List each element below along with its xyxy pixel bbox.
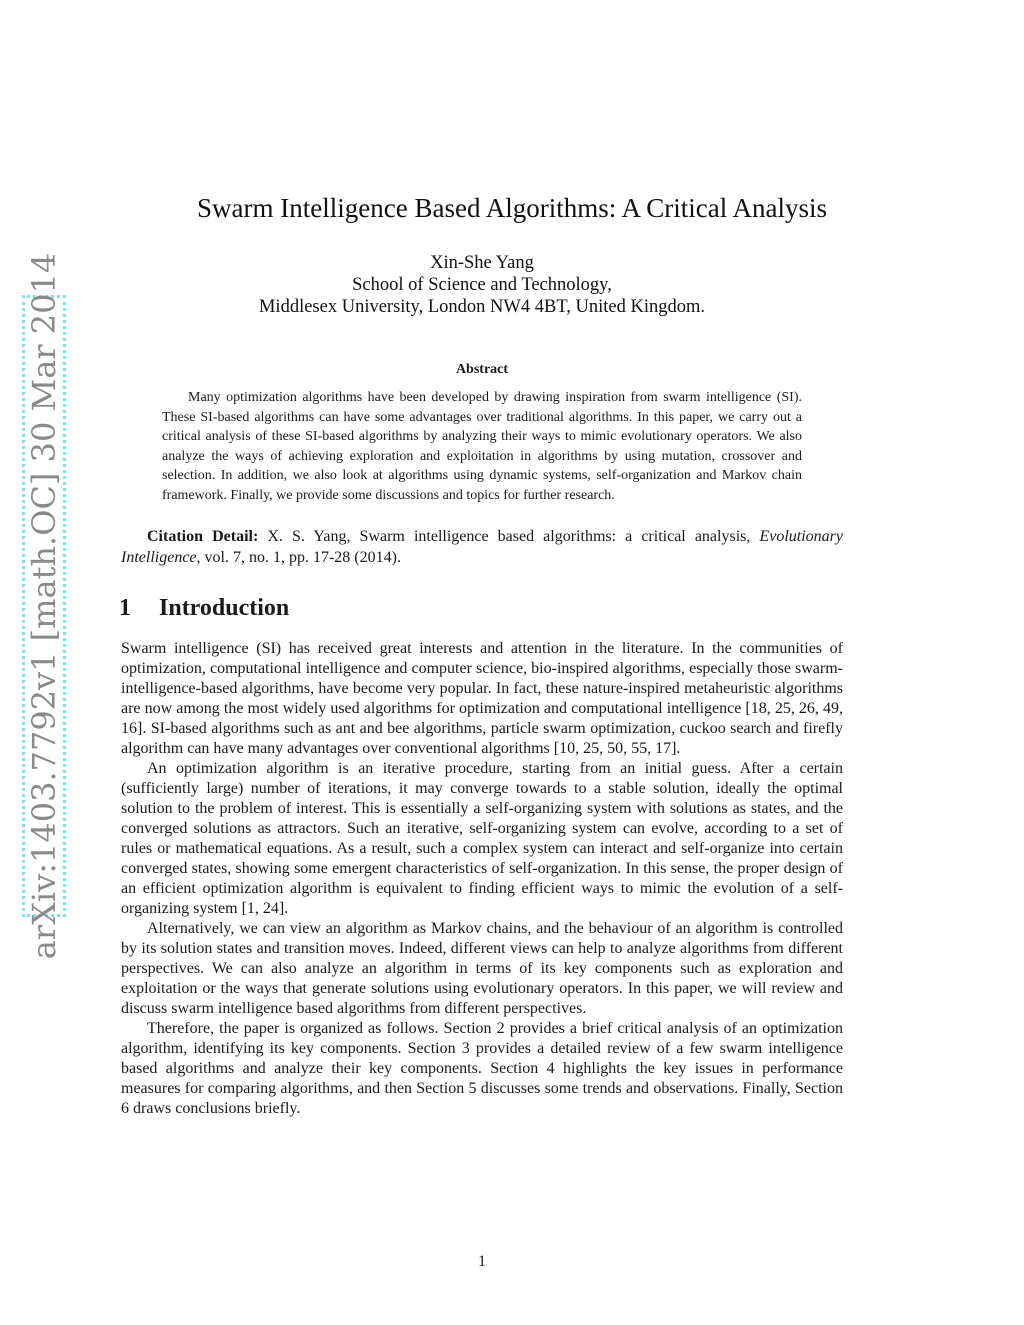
paragraph: Therefore, the paper is organized as follows. Section 2 provides a brief critical analysis of an optimization algorithm, identifying its key components. Section 3 provides a detailed review of a few swarm intelligence based algorithms and analyze their key components. Section 4 highlights the key issues in performance measures for comparing algorithms, and then Section 5 discusses some trends and observations. Finally, Section 6 draws conclusions briefly. [121, 1020, 843, 1117]
arxiv-stamp [22, 252, 66, 960]
paper-title: Swarm Intelligence Based Algorithms: A Critical Analysis [197, 193, 827, 223]
paragraph: Alternatively, we can view an algorithm as Markov chains, and the behaviour of an algorithm is controlled by its solution states and transition moves. Indeed, different views can help to analyze algorithms from different perspectives. We can also analyze an algorithm in terms of its key components such as exploration and exploitation or the ways that generate solutions using evolutionary operators. In this paper, we will review and discuss swarm intelligence based algorithms from different perspectives. [121, 920, 843, 1017]
author-block [0, 252, 964, 318]
citation-detail [121, 527, 843, 568]
citation-label: Citation Detail: [147, 528, 259, 545]
author-name: Xin-She Yang [430, 253, 534, 273]
introduction-body [121, 639, 843, 1119]
affiliation-line-2: Middlesex University, London NW4 4BT, United Kingdom. [258, 297, 705, 317]
citation-text: X. S. Yang, Swarm intelligence based algorithms: a critical analysis, [258, 528, 760, 545]
section-title: Introduction [159, 595, 290, 621]
arxiv-stamp-text: arXiv:1403.7792v1 [math.OC] 30 Mar 2014 [25, 252, 63, 960]
citation-volume: , vol. 7, no. 1, pp. 17-28 (2014). [196, 548, 401, 566]
affiliation-line-1: School of Science and Technology, [352, 275, 612, 295]
paragraph: An optimization algorithm is an iterative procedure, starting from an initial guess. After a certain (sufficiently large) number of iterations, it may converge towards to a stable solution, ideally the optimal solution to the problem of interest. This is essentially a self-organizing system with solutions as states, and the converged solutions as attractors. Such an iterative, self-organizing system can evolve, according to a set of rules or mathematical equations. As a result, such a complex system can interact and self-organize into certain converged states, showing some emergent characteristics of self-organization. In this sense, the proper design of an efficient optimization algorithm is equivalent to finding efficient ways to mimic the evolution of a self-organizing system [1, 24]. [121, 760, 843, 917]
abstract-heading: Abstract [455, 362, 509, 377]
page-number: 1 [478, 1253, 486, 1270]
abstract-text: Many optimization algorithms have been developed by drawing inspiration from swarm intelligence (SI). These SI-based algorithms can have some advantages over traditional algorithms. In this paper, we carry out a critical analysis of these SI-based algorithms by analyzing their ways to mimic evolutionary operators. We also analyze the ways of achieving exploration and exploitation in algorithms by using mutation, crossover and selection. In addition, we also look at algorithms using dynamic systems, self-organization and Markov chain framework. Finally, we provide some discussions and topics for further research. [162, 390, 802, 503]
section-heading-introduction [119, 595, 289, 622]
section-number: 1 [119, 595, 131, 621]
citation-journal: Evolutionary Intelligence [121, 528, 844, 566]
paragraph: Swarm intelligence (SI) has received great interests and attention in the literature. In the communities of optimization, computational intelligence and computer science, bio-inspired algorithms, especially those swarm-intelligence-based algorithms, have become very popular. In fact, these nature-inspired metaheuristic algorithms are now among the most widely used algorithms for optimization and computational intelligence [18, 25, 26, 49, 16]. SI-based algorithms such as ant and bee algorithms, particle swarm optimization, cuckoo search and firefly algorithm can have many advantages over conventional algorithms [10, 25, 50, 55, 17]. [121, 640, 843, 757]
